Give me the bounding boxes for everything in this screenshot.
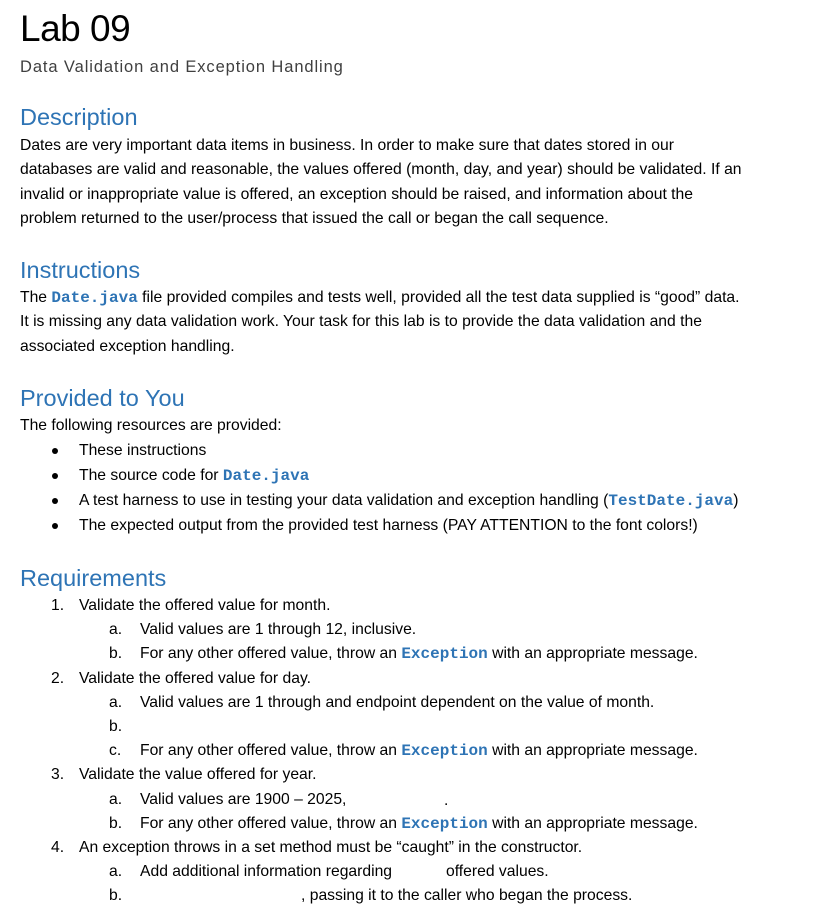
subitem-text [140,739,698,763]
code-exception: Exception [401,645,488,664]
list-marker: b. [109,645,123,663]
list-marker: b. [109,814,123,832]
list-marker: 4. [51,839,65,856]
stray-period: . [444,792,449,809]
bullet-icon [52,448,58,454]
document-subtitle: Data Validation and Exception Handling [20,58,344,76]
text-run: The source code for [79,467,223,484]
subitem-text [140,860,392,884]
code-exception: Exception [401,742,488,761]
subitem-text [140,618,416,642]
text-run: For any other offered value, throw an [140,645,402,663]
text-run: For any other offered value, throw an [140,814,402,832]
fragment-offered-values: offered values. [446,863,549,880]
code-date-java: Date.java [51,289,138,307]
subitem-text [140,812,698,836]
list-marker: a. [109,790,123,808]
subitem-text [140,642,698,666]
heading-provided: Provided to You [20,385,185,411]
text-run: Valid values are 1900 – 2025, [140,790,347,808]
bullet-icon [52,473,58,479]
code-token: TestDate.java [608,492,734,510]
instructions-line: associated exception handling. [20,337,235,355]
list-marker: 1. [51,597,65,614]
requirement-text: Validate the value offered for year. [79,766,317,784]
text-run: Valid values are 1 through 12, inclusive. [140,621,417,639]
bullet-icon [52,523,58,529]
text-run: Add additional information regarding [140,863,393,881]
heading-requirements: Requirements [20,565,167,591]
instructions-line [20,286,800,310]
text-run: file provided compiles and tests well, provided all the test data supplied is “good” data. [137,289,740,306]
instructions-paragraph [20,286,800,359]
text-run: with an appropriate message. [487,814,698,832]
list-marker: a. [109,621,123,639]
requirement-text: Validate the offered value for month. [79,597,331,614]
list-marker: b. [109,718,123,735]
description-line: Dates are very important data items in business. In order to make sure that dates stored in our [20,137,674,154]
requirement-text: An exception throws in a set method must be “caught” in the constructor. [79,839,583,856]
heading-description: Description [20,104,138,130]
list-item-text [79,439,206,463]
subitem-text [140,788,346,812]
list-marker: a. [109,863,123,881]
fragment-passing: , passing it to the caller who began the process. [301,887,633,904]
code-exception: Exception [401,814,488,833]
text-run: The [20,289,52,306]
list-marker: 2. [51,669,65,687]
list-marker: b. [109,887,123,905]
description-line: invalid or inappropriate value is offered, an exception should be raised, and information about the [20,185,693,203]
text-run: A test harness to use in testing your data validation and exception handling ( [79,492,609,509]
text-run: ) [733,492,739,509]
text-run: with an appropriate message. [487,645,698,663]
instructions-line: It is missing any data validation work. Your task for this lab is to provide the data validation and the [20,313,702,331]
list-item-text [79,514,698,538]
text-run: These instructions [79,442,207,459]
text-run: with an appropriate message. [487,742,698,760]
list-marker: 3. [51,766,65,784]
provided-intro: The following resources are provided: [20,417,282,434]
list-marker: c. [109,742,122,760]
code-token: Date.java [222,467,310,485]
bullet-icon [52,498,58,504]
heading-instructions: Instructions [20,257,141,283]
subitem-text [140,691,654,715]
text-run: The expected output from the provided test harness (PAY ATTENTION to the font colors!) [79,517,698,534]
list-marker: a. [109,693,123,711]
document-title: Lab 09 [20,8,131,49]
description-line: databases are valid and reasonable, the values offered (month, day, and year) should be validated. If an [20,161,742,179]
text-run: Valid values are 1 through and endpoint dependent on the value of month. [140,693,655,711]
list-item-text [79,489,738,513]
list-item-text [79,464,309,488]
description-paragraph [20,134,800,232]
description-line: problem returned to the user/process that issued the call or began the call sequence. [20,210,609,228]
text-run: For any other offered value, throw an [140,742,402,760]
requirement-text: Validate the offered value for day. [79,669,311,687]
